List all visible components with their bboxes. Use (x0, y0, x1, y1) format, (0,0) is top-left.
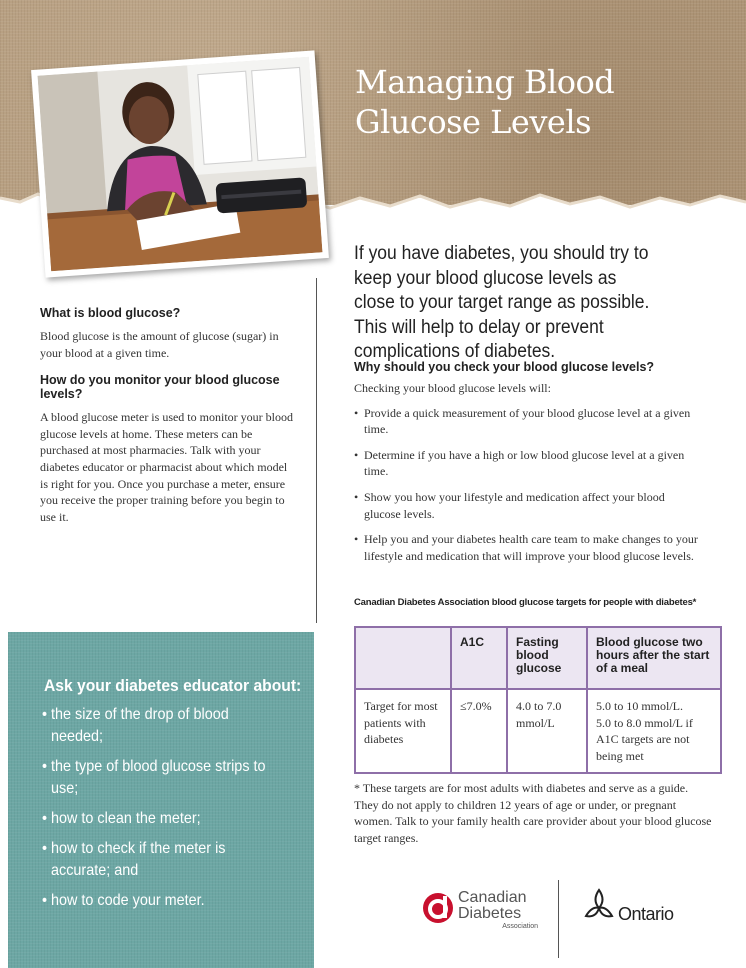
list-item: • the size of the drop of blood needed; (42, 704, 276, 748)
logo-divider (558, 880, 559, 958)
list-item: • the type of blood glucose strips to use; (42, 756, 276, 800)
what-text: Blood glucose is the amount of glucose (sugar) in your blood at a given time. (40, 329, 279, 360)
ontario-logo (582, 886, 702, 930)
why-bullet-list (354, 405, 704, 565)
list-item: • Help you and your diabetes health care team to make changes to your lifestyle and medication that will improve your blood glucose levels. (354, 531, 704, 564)
table-header-row (355, 627, 721, 689)
page-title (355, 62, 735, 142)
list-item: • Determine if you have a high or low blood glucose level at a given time. (354, 447, 704, 480)
cell-target-label: Target for most patients with diabetes (355, 689, 451, 773)
list-item: • how to code your meter. (42, 890, 276, 912)
header-cell-a1c: A1C (451, 627, 507, 689)
list-item: • how to clean the meter; (42, 808, 276, 830)
cell-after-meal (587, 689, 721, 773)
title-line-2: Glucose Levels (355, 103, 591, 141)
header-cell-after-meal: Blood glucose two hours after the start of a meal (587, 627, 721, 689)
why-intro: Checking your blood glucose levels will: (354, 381, 551, 395)
table-caption: Canadian Diabetes Association blood glucose targets for people with diabetes* (354, 597, 697, 608)
trillium-icon (582, 886, 616, 926)
cda-text-canadian: Canadian (458, 889, 527, 906)
cda-text-association: Association (502, 923, 538, 930)
how-heading: How do you monitor your blood glucose levels? (40, 373, 280, 402)
cell-a1c: ≤7.0% (451, 689, 507, 773)
after-meal-line-2: 5.0 to 8.0 mmol/L if A1C targets are not being met (596, 715, 693, 763)
why-heading: Why should you check your blood glucose levels? (354, 360, 655, 374)
header-cell-empty (355, 627, 451, 689)
header-cell-fasting: Fasting blood glucose (507, 627, 587, 689)
table-row (355, 689, 721, 773)
what-heading: What is blood glucose? (40, 306, 181, 320)
column-divider (316, 278, 317, 623)
table-footnote: * These targets are for most adults with diabetes and serve as a guide. They do not apply to children 12 years of age or under, or pregnant women. Talk to your family health care provider about your blood glucose target ranges. (354, 781, 712, 845)
list-item: • Provide a quick measurement of your blood glucose level at a given time. (354, 405, 704, 438)
canadian-diabetes-association-logo (422, 888, 542, 938)
woman-writing-photo (31, 50, 329, 277)
cell-fasting: 4.0 to 7.0 mmol/L (507, 689, 587, 773)
list-item: • Show you how your lifestyle and medication affect your blood glucose levels. (354, 489, 704, 522)
cda-text-diabetes: Diabetes (458, 905, 522, 922)
cda-mark-icon (422, 892, 454, 924)
list-item: • how to check if the meter is accurate; and (42, 838, 276, 882)
glucose-targets-table (354, 626, 722, 774)
photo-illustration (37, 57, 322, 271)
ontario-wordmark: Ontario (618, 904, 674, 924)
how-text: A blood glucose meter is used to monitor your blood glucose levels at home. These meters can be purchased at most pharmacies. Talk with your diabetes educator or pharmacist about which model is right for you. Once you purchase a meter, ensure you receive the proper training before you begin to use it. (40, 410, 293, 524)
educator-questions-list (42, 704, 302, 920)
intro-statement: If you have diabetes, you should try to keep your blood glucose levels as close to your target range as possible. This will help to delay or prevent complications of diabetes. (354, 243, 650, 362)
educator-questions-box (8, 632, 314, 968)
right-column (354, 360, 704, 573)
after-meal-line-1: 5.0 to 10 mmol/L. (596, 699, 683, 713)
title-line-1: Managing Blood (355, 63, 615, 101)
educator-box-title: Ask your diabetes educator about: (44, 676, 302, 695)
left-column (40, 306, 295, 525)
